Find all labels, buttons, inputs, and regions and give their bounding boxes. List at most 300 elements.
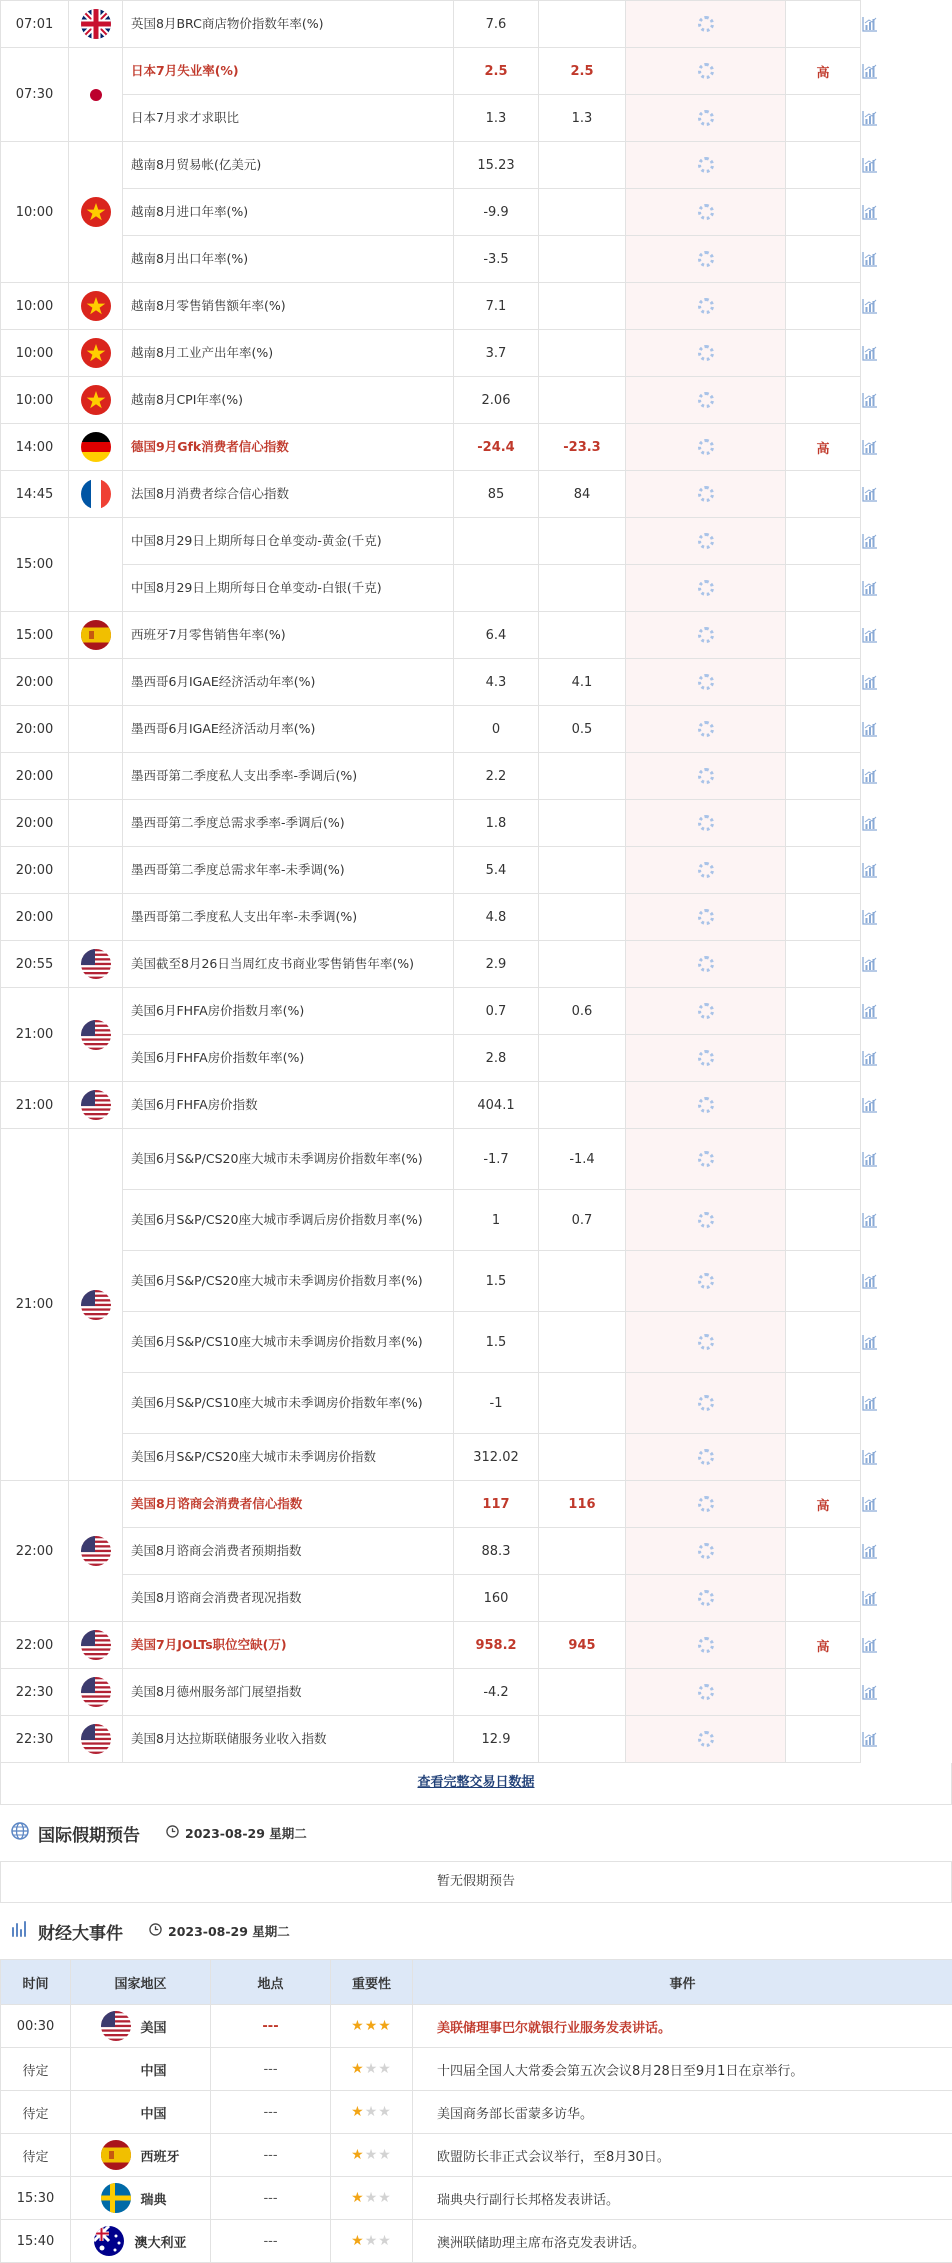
forecast-value bbox=[539, 1669, 626, 1716]
indicator-name[interactable]: 日本7月失业率(%) bbox=[123, 48, 454, 95]
importance-label bbox=[786, 142, 861, 189]
forecast-value bbox=[539, 894, 626, 941]
event-importance bbox=[331, 2005, 413, 2048]
star-icon: ★ bbox=[365, 2147, 379, 2163]
calendar-row bbox=[1, 189, 952, 236]
indicator-name[interactable]: 美国6月S&P/CS20座大城市未季调房价指数月率(%) bbox=[123, 1251, 454, 1312]
previous-value: 1.5 bbox=[454, 1312, 539, 1373]
clock-icon bbox=[149, 1923, 162, 1939]
chart-icon[interactable] bbox=[861, 205, 879, 220]
chart-icon[interactable] bbox=[861, 1335, 879, 1350]
calendar-row bbox=[1, 941, 952, 988]
header-location: 地点 bbox=[211, 1960, 331, 2005]
calendar-row bbox=[1, 612, 952, 659]
star-icon: ★ bbox=[378, 2061, 392, 2077]
previous-value: 4.3 bbox=[454, 659, 539, 706]
forecast-value bbox=[539, 189, 626, 236]
usa-flag-icon bbox=[81, 1536, 111, 1566]
event-time: 20:00 bbox=[1, 706, 69, 753]
event-time: 21:00 bbox=[1, 1129, 69, 1481]
holiday-date bbox=[166, 1824, 307, 1842]
importance-label bbox=[786, 894, 861, 941]
chart-icon[interactable] bbox=[861, 393, 879, 408]
calendar-row bbox=[1, 330, 952, 377]
loading-spinner-icon bbox=[698, 251, 714, 267]
actual-value-loading bbox=[626, 1669, 786, 1716]
forecast-value bbox=[539, 1035, 626, 1082]
chart-icon[interactable] bbox=[861, 1051, 879, 1066]
star-icon: ★ bbox=[365, 2061, 379, 2077]
previous-value: 1.5 bbox=[454, 1251, 539, 1312]
country-flag-cell bbox=[69, 612, 123, 659]
chart-icon[interactable] bbox=[861, 346, 879, 361]
actual-value-loading bbox=[626, 1035, 786, 1082]
star-icon: ★ bbox=[351, 2104, 365, 2120]
loading-spinner-icon bbox=[698, 1050, 714, 1066]
header-event: 事件 bbox=[413, 1960, 952, 2005]
importance-label bbox=[786, 1716, 861, 1763]
chart-icon[interactable] bbox=[861, 957, 879, 972]
actual-value-loading bbox=[626, 612, 786, 659]
country-name: 澳大利亚 bbox=[134, 2232, 186, 2251]
calendar-row bbox=[1, 377, 952, 424]
chart-icon[interactable] bbox=[861, 1004, 879, 1019]
actual-value-loading bbox=[626, 659, 786, 706]
country-flag-cell bbox=[69, 941, 123, 988]
indicator-name[interactable]: 美国6月S&P/CS10座大城市未季调房价指数年率(%) bbox=[123, 1373, 454, 1434]
holiday-empty-message: 暂无假期预告 bbox=[0, 1861, 952, 1903]
usa-flag-icon bbox=[81, 1020, 111, 1050]
forecast-value bbox=[539, 236, 626, 283]
event-location: --- bbox=[211, 2134, 331, 2177]
actual-value-loading bbox=[626, 1716, 786, 1763]
indicator-name[interactable]: 美国6月S&P/CS20座大城市未季调房价指数年率(%) bbox=[123, 1129, 454, 1190]
importance-label bbox=[786, 988, 861, 1035]
indicator-name[interactable]: 越南8月零售销售额年率(%) bbox=[123, 283, 454, 330]
indicator-name[interactable]: 美国8月谘商会消费者预期指数 bbox=[123, 1528, 454, 1575]
forecast-value bbox=[539, 330, 626, 377]
actual-value-loading bbox=[626, 471, 786, 518]
calendar-row bbox=[1, 753, 952, 800]
importance-label bbox=[786, 1082, 861, 1129]
indicator-name[interactable]: 美国6月FHFA房价指数月率(%) bbox=[123, 988, 454, 1035]
importance-label bbox=[786, 1190, 861, 1251]
spain-flag-icon bbox=[101, 2140, 131, 2170]
country-flag-cell bbox=[69, 283, 123, 330]
loading-spinner-icon bbox=[698, 815, 714, 831]
country-name: 瑞典 bbox=[141, 2189, 181, 2208]
chart-icon[interactable] bbox=[861, 722, 879, 737]
actual-value-loading bbox=[626, 142, 786, 189]
actual-value-loading bbox=[626, 283, 786, 330]
chart-icon[interactable] bbox=[861, 111, 879, 126]
loading-spinner-icon bbox=[698, 1637, 714, 1653]
forecast-value: 945 bbox=[539, 1622, 626, 1669]
event-time: 22:30 bbox=[1, 1669, 69, 1716]
event-time: 14:00 bbox=[1, 424, 69, 471]
event-country-cell bbox=[71, 2220, 211, 2263]
forecast-value bbox=[539, 1, 626, 48]
previous-value: 7.1 bbox=[454, 283, 539, 330]
loading-spinner-icon bbox=[698, 627, 714, 643]
indicator-name[interactable]: 越南8月CPI年率(%) bbox=[123, 377, 454, 424]
forecast-value bbox=[539, 283, 626, 330]
loading-spinner-icon bbox=[698, 345, 714, 361]
event-row bbox=[1, 2005, 952, 2048]
event-time: 10:00 bbox=[1, 377, 69, 424]
indicator-name[interactable]: 越南8月进口年率(%) bbox=[123, 189, 454, 236]
country-name: 中国 bbox=[141, 2103, 181, 2122]
importance-label bbox=[786, 941, 861, 988]
event-time: 21:00 bbox=[1, 988, 69, 1082]
actual-value-loading bbox=[626, 753, 786, 800]
event-time: 15:00 bbox=[1, 612, 69, 659]
previous-value bbox=[454, 518, 539, 565]
actual-value-loading bbox=[626, 1251, 786, 1312]
country-name: 美国 bbox=[141, 2017, 181, 2036]
previous-value: -1.7 bbox=[454, 1129, 539, 1190]
previous-value: 2.9 bbox=[454, 941, 539, 988]
calendar-row bbox=[1, 894, 952, 941]
country-name: 中国 bbox=[141, 2060, 181, 2079]
forecast-value: -1.4 bbox=[539, 1129, 626, 1190]
previous-value: 2.2 bbox=[454, 753, 539, 800]
event-location: --- bbox=[211, 2048, 331, 2091]
loading-spinner-icon bbox=[698, 768, 714, 784]
event-country-cell bbox=[71, 2091, 211, 2134]
event-country bbox=[72, 2103, 209, 2122]
forecast-value: 0.7 bbox=[539, 1190, 626, 1251]
previous-value: 15.23 bbox=[454, 142, 539, 189]
indicator-name[interactable]: 美国8月谘商会消费者信心指数 bbox=[123, 1481, 454, 1528]
previous-value: 6.4 bbox=[454, 612, 539, 659]
calendar-row bbox=[1, 1622, 952, 1669]
importance-label bbox=[786, 1528, 861, 1575]
forecast-value: -23.3 bbox=[539, 424, 626, 471]
event-row bbox=[1, 2048, 952, 2091]
forecast-value bbox=[539, 1373, 626, 1434]
chart-icon[interactable] bbox=[861, 64, 879, 79]
usa-flag-icon bbox=[81, 1677, 111, 1707]
calendar-row bbox=[1, 988, 952, 1035]
forecast-value bbox=[539, 800, 626, 847]
chart-icon[interactable] bbox=[861, 769, 879, 784]
importance-label: 高 bbox=[786, 424, 861, 471]
calendar-row bbox=[1, 1035, 952, 1082]
country-flag-cell bbox=[69, 48, 123, 142]
event-country-cell bbox=[71, 2005, 211, 2048]
forecast-value: 0.6 bbox=[539, 988, 626, 1035]
forecast-value bbox=[539, 1434, 626, 1481]
actual-value-loading bbox=[626, 1129, 786, 1190]
indicator-name[interactable]: 美国截至8月26日当周红皮书商业零售销售年率(%) bbox=[123, 941, 454, 988]
importance-label bbox=[786, 565, 861, 612]
event-time: 15:40 bbox=[1, 2220, 71, 2263]
globe-icon bbox=[10, 1821, 30, 1845]
chart-icon[interactable] bbox=[861, 440, 879, 455]
event-location: --- bbox=[211, 2220, 331, 2263]
previous-value: -1 bbox=[454, 1373, 539, 1434]
calendar-row bbox=[1, 1669, 952, 1716]
usa-flag-icon bbox=[81, 1290, 111, 1320]
chart-icon[interactable] bbox=[861, 1732, 879, 1747]
event-description: 美国商务部长雷蒙多访华。 bbox=[413, 2091, 952, 2134]
country-flag-cell bbox=[69, 988, 123, 1082]
actual-value-loading bbox=[626, 1373, 786, 1434]
importance-label bbox=[786, 1434, 861, 1481]
indicator-name[interactable]: 美国8月德州服务部门展望指数 bbox=[123, 1669, 454, 1716]
calendar-row bbox=[1, 1373, 952, 1434]
loading-spinner-icon bbox=[698, 1151, 714, 1167]
chart-icon[interactable] bbox=[861, 581, 879, 596]
indicator-name[interactable]: 墨西哥第二季度总需求季率-季调后(%) bbox=[123, 800, 454, 847]
france-flag-icon bbox=[81, 479, 111, 509]
chart-icon[interactable] bbox=[861, 675, 879, 690]
event-time: 15:00 bbox=[1, 518, 69, 612]
country-flag-cell bbox=[69, 518, 123, 612]
actual-value-loading bbox=[626, 941, 786, 988]
previous-value bbox=[454, 565, 539, 612]
event-time: 10:00 bbox=[1, 330, 69, 377]
event-time: 22:30 bbox=[1, 1716, 69, 1763]
previous-value: 2.5 bbox=[454, 48, 539, 95]
loading-spinner-icon bbox=[698, 1003, 714, 1019]
country-flag-cell bbox=[69, 377, 123, 424]
indicator-name[interactable]: 德国9月Gfk消费者信心指数 bbox=[123, 424, 454, 471]
indicator-name[interactable]: 越南8月工业产出年率(%) bbox=[123, 330, 454, 377]
previous-value: -24.4 bbox=[454, 424, 539, 471]
importance-label bbox=[786, 1373, 861, 1434]
event-time: 10:00 bbox=[1, 283, 69, 330]
indicator-name[interactable]: 墨西哥6月IGAE经济活动月率(%) bbox=[123, 706, 454, 753]
previous-value: 12.9 bbox=[454, 1716, 539, 1763]
view-more-row bbox=[0, 1763, 952, 1805]
chart-icon[interactable] bbox=[861, 816, 879, 831]
star-icon: ★ bbox=[378, 2190, 392, 2206]
country-flag-cell bbox=[69, 1082, 123, 1129]
importance-stars bbox=[351, 2104, 392, 2120]
loading-spinner-icon bbox=[698, 674, 714, 690]
loading-spinner-icon bbox=[698, 1590, 714, 1606]
country-flag-cell bbox=[69, 471, 123, 518]
vietnam-flag-icon bbox=[81, 291, 111, 321]
actual-value-loading bbox=[626, 847, 786, 894]
actual-value-loading bbox=[626, 189, 786, 236]
actual-value-loading bbox=[626, 800, 786, 847]
actual-value-loading bbox=[626, 424, 786, 471]
loading-spinner-icon bbox=[698, 1212, 714, 1228]
importance-label bbox=[786, 1129, 861, 1190]
importance-label bbox=[786, 377, 861, 424]
actual-value-loading bbox=[626, 236, 786, 283]
forecast-value: 0.5 bbox=[539, 706, 626, 753]
event-time: 22:00 bbox=[1, 1481, 69, 1622]
event-time: 07:30 bbox=[1, 48, 69, 142]
indicator-name[interactable]: 美国7月JOLTs职位空缺(万) bbox=[123, 1622, 454, 1669]
calendar-row bbox=[1, 1716, 952, 1763]
event-time: 14:45 bbox=[1, 471, 69, 518]
chart-icon[interactable] bbox=[861, 1497, 879, 1512]
chart-icon[interactable] bbox=[861, 1213, 879, 1228]
loading-spinner-icon bbox=[698, 1684, 714, 1700]
importance-label bbox=[786, 1251, 861, 1312]
chart-icon[interactable] bbox=[861, 1396, 879, 1411]
actual-value-loading bbox=[626, 1575, 786, 1622]
indicator-name[interactable]: 美国8月达拉斯联储服务业收入指数 bbox=[123, 1716, 454, 1763]
indicator-name[interactable]: 越南8月贸易帐(亿美元) bbox=[123, 142, 454, 189]
event-country bbox=[72, 2183, 209, 2213]
indicator-name[interactable]: 墨西哥第二季度私人支出季率-季调后(%) bbox=[123, 753, 454, 800]
indicator-name[interactable]: 越南8月出口年率(%) bbox=[123, 236, 454, 283]
previous-value: 0.7 bbox=[454, 988, 539, 1035]
country-flag-cell bbox=[69, 1669, 123, 1716]
loading-spinner-icon bbox=[698, 1449, 714, 1465]
indicator-name[interactable]: 美国6月FHFA房价指数 bbox=[123, 1082, 454, 1129]
country-flag-cell bbox=[69, 142, 123, 283]
event-time: 21:00 bbox=[1, 1082, 69, 1129]
event-country-cell bbox=[71, 2134, 211, 2177]
calendar-row bbox=[1, 518, 952, 565]
event-country bbox=[72, 2011, 209, 2041]
previous-value: 160 bbox=[454, 1575, 539, 1622]
header-importance: 重要性 bbox=[331, 1960, 413, 2005]
loading-spinner-icon bbox=[698, 1543, 714, 1559]
holiday-date-text: 2023-08-29 星期二 bbox=[185, 1824, 307, 1842]
previous-value: 1.8 bbox=[454, 800, 539, 847]
indicator-name[interactable]: 美国6月FHFA房价指数年率(%) bbox=[123, 1035, 454, 1082]
previous-value: 0 bbox=[454, 706, 539, 753]
chart-icon[interactable] bbox=[861, 299, 879, 314]
indicator-name[interactable]: 美国6月S&P/CS10座大城市未季调房价指数月率(%) bbox=[123, 1312, 454, 1373]
star-icon: ★ bbox=[378, 2018, 392, 2034]
importance-label: 高 bbox=[786, 48, 861, 95]
event-time: 15:30 bbox=[1, 2177, 71, 2220]
calendar-row bbox=[1, 659, 952, 706]
indicator-name[interactable]: 法国8月消费者综合信心指数 bbox=[123, 471, 454, 518]
indicator-name[interactable]: 中国8月29日上期所每日仓单变动-白银(千克) bbox=[123, 565, 454, 612]
importance-stars bbox=[351, 2147, 392, 2163]
forecast-value: 2.5 bbox=[539, 48, 626, 95]
chart-icon[interactable] bbox=[861, 910, 879, 925]
indicator-name[interactable]: 墨西哥第二季度总需求年率-未季调(%) bbox=[123, 847, 454, 894]
calendar-row bbox=[1, 283, 952, 330]
chart-icon[interactable] bbox=[861, 1152, 879, 1167]
event-time: 20:55 bbox=[1, 941, 69, 988]
previous-value: 1 bbox=[454, 1190, 539, 1251]
view-full-data-link[interactable]: 查看完整交易日数据 bbox=[417, 1775, 534, 1790]
importance-label bbox=[786, 1575, 861, 1622]
events-date bbox=[149, 1922, 290, 1940]
chart-icon[interactable] bbox=[861, 17, 879, 32]
actual-value-loading bbox=[626, 48, 786, 95]
indicator-name[interactable]: 美国8月谘商会消费者现况指数 bbox=[123, 1575, 454, 1622]
chart-icon[interactable] bbox=[861, 252, 879, 267]
event-description: 瑞典央行副行长邦格发表讲话。 bbox=[413, 2177, 952, 2220]
importance-label bbox=[786, 1312, 861, 1373]
indicator-name[interactable]: 西班牙7月零售销售年率(%) bbox=[123, 612, 454, 659]
loading-spinner-icon bbox=[698, 63, 714, 79]
event-country bbox=[72, 2140, 209, 2170]
clock-icon bbox=[166, 1825, 179, 1841]
actual-value-loading bbox=[626, 1190, 786, 1251]
event-row bbox=[1, 2177, 952, 2220]
country-flag-cell bbox=[69, 753, 123, 800]
event-time: 20:00 bbox=[1, 659, 69, 706]
vietnam-flag-icon bbox=[81, 338, 111, 368]
chart-icon[interactable] bbox=[861, 863, 879, 878]
loading-spinner-icon bbox=[698, 1731, 714, 1747]
chart-icon[interactable] bbox=[861, 1098, 879, 1113]
chart-icon[interactable] bbox=[861, 1685, 879, 1700]
spain-flag-icon bbox=[81, 620, 111, 650]
chart-icon[interactable] bbox=[861, 534, 879, 549]
calendar-row bbox=[1, 142, 952, 189]
actual-value-loading bbox=[626, 894, 786, 941]
forecast-value bbox=[539, 1528, 626, 1575]
event-time: 待定 bbox=[1, 2134, 71, 2177]
header-country: 国家地区 bbox=[71, 1960, 211, 2005]
chart-icon[interactable] bbox=[861, 1274, 879, 1289]
chart-icon[interactable] bbox=[861, 1544, 879, 1559]
actual-value-loading bbox=[626, 518, 786, 565]
forecast-value bbox=[539, 941, 626, 988]
indicator-name[interactable]: 墨西哥第二季度私人支出年率-未季调(%) bbox=[123, 894, 454, 941]
country-flag-cell bbox=[69, 847, 123, 894]
indicator-name[interactable]: 美国6月S&P/CS20座大城市未季调房价指数 bbox=[123, 1434, 454, 1481]
calendar-row bbox=[1, 1190, 952, 1251]
chart-icon[interactable] bbox=[861, 158, 879, 173]
loading-spinner-icon bbox=[698, 580, 714, 596]
calendar-row bbox=[1, 471, 952, 518]
event-time: 待定 bbox=[1, 2048, 71, 2091]
country-flag-cell bbox=[69, 330, 123, 377]
events-date-text: 2023-08-29 星期二 bbox=[168, 1922, 290, 1940]
chart-icon[interactable] bbox=[861, 1638, 879, 1653]
chart-icon[interactable] bbox=[861, 628, 879, 643]
indicator-name[interactable]: 日本7月求才求职比 bbox=[123, 95, 454, 142]
star-icon: ★ bbox=[351, 2190, 365, 2206]
previous-value: 7.6 bbox=[454, 1, 539, 48]
indicator-name[interactable]: 美国6月S&P/CS20座大城市季调后房价指数月率(%) bbox=[123, 1190, 454, 1251]
chart-icon[interactable] bbox=[861, 487, 879, 502]
loading-spinner-icon bbox=[698, 298, 714, 314]
forecast-value: 116 bbox=[539, 1481, 626, 1528]
loading-spinner-icon bbox=[698, 1334, 714, 1350]
loading-spinner-icon bbox=[698, 1395, 714, 1411]
indicator-name[interactable]: 中国8月29日上期所每日仓单变动-黄金(千克) bbox=[123, 518, 454, 565]
actual-value-loading bbox=[626, 330, 786, 377]
event-time: 10:00 bbox=[1, 142, 69, 283]
calendar-row bbox=[1, 236, 952, 283]
event-description: 十四届全国人大常委会第五次会议8月28日至9月1日在京举行。 bbox=[413, 2048, 952, 2091]
chart-icon[interactable] bbox=[861, 1591, 879, 1606]
loading-spinner-icon bbox=[698, 862, 714, 878]
event-time: 20:00 bbox=[1, 847, 69, 894]
chart-icon[interactable] bbox=[861, 1450, 879, 1465]
country-flag-cell bbox=[69, 1, 123, 48]
previous-value: 958.2 bbox=[454, 1622, 539, 1669]
importance-label bbox=[786, 1669, 861, 1716]
indicator-name[interactable]: 墨西哥6月IGAE经济活动年率(%) bbox=[123, 659, 454, 706]
country-flag-cell bbox=[69, 1481, 123, 1622]
country-flag-cell bbox=[69, 1129, 123, 1481]
star-icon: ★ bbox=[378, 2104, 392, 2120]
importance-label bbox=[786, 189, 861, 236]
indicator-name[interactable]: 英国8月BRC商店物价指数年率(%) bbox=[123, 1, 454, 48]
importance-stars bbox=[351, 2190, 392, 2206]
calendar-row bbox=[1, 1528, 952, 1575]
actual-value-loading bbox=[626, 95, 786, 142]
